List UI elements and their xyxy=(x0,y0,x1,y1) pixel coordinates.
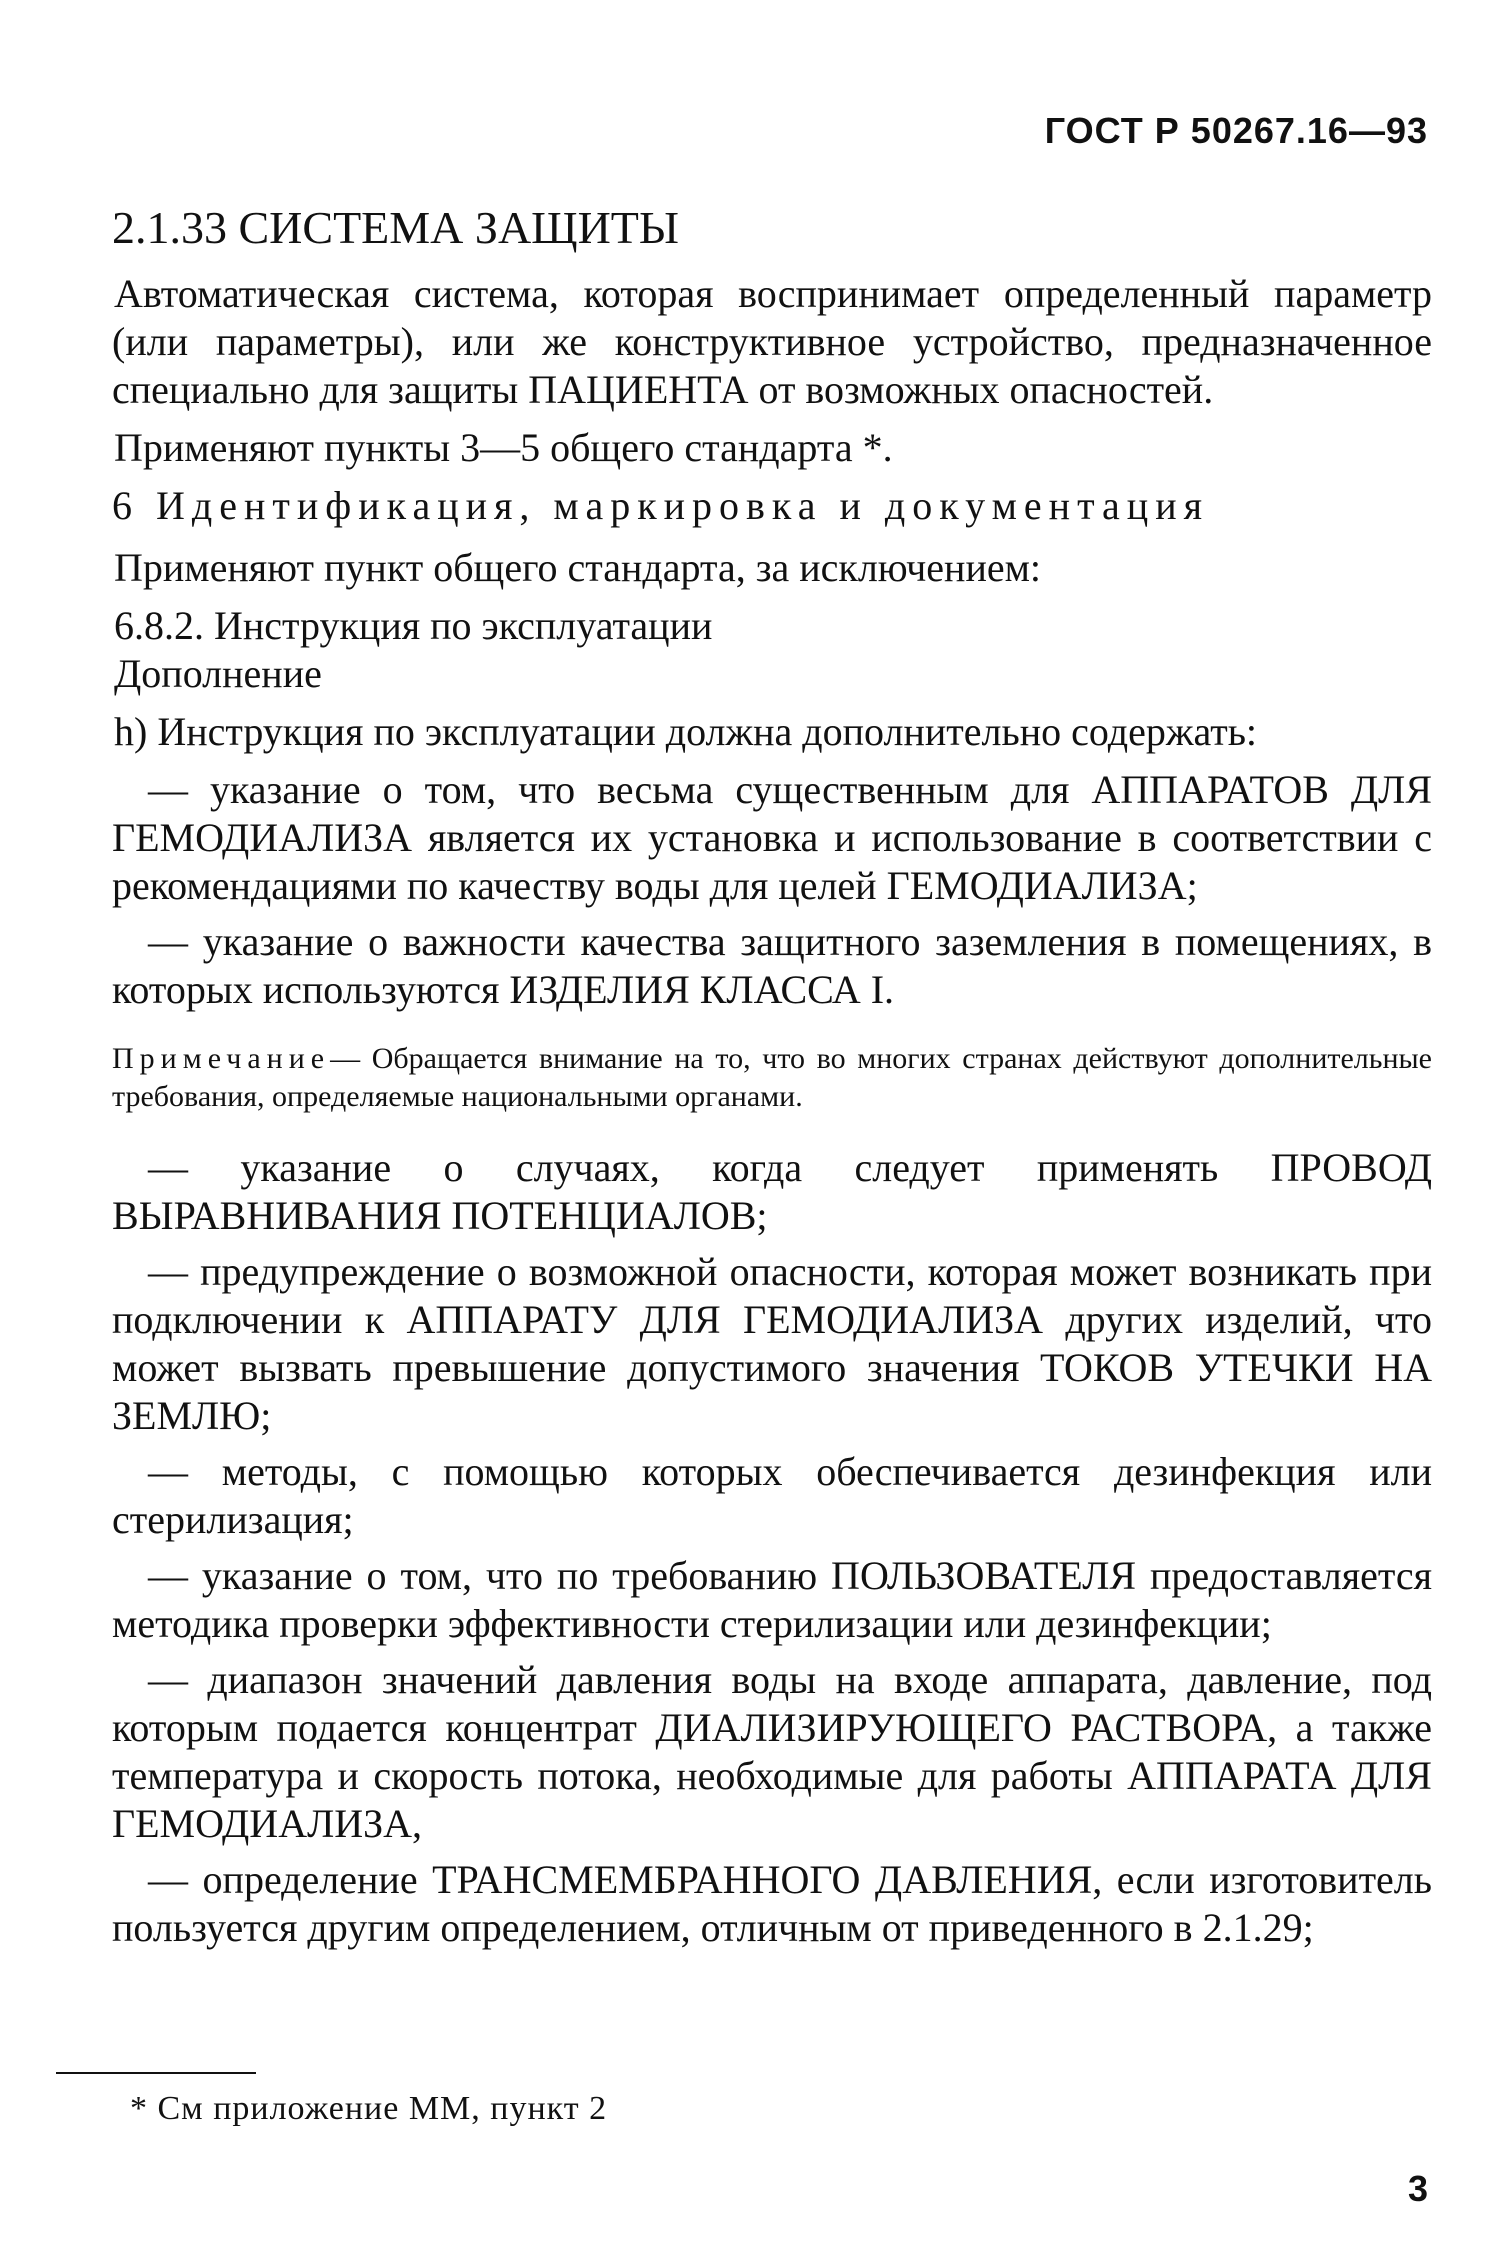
definition-paragraph: Автоматическая система, которая воспринимает определенный параметр (или параметры), или же конструктивное устройство, предназначенное специально для защиты ПАЦИЕНТА от возможных опасностей. xyxy=(112,271,1432,412)
standard-code: ГОСТ Р 50267.16—93 xyxy=(1044,110,1428,151)
list-item: — диапазон значений давления воды на входе аппарата, давление, под которым подается концентрат ДИАЛИЗИРУЮЩЕГО РАСТВОРА, а также температура и скорость потока, необходимые для работы АППАРАТА ДЛЯ ГЕМОДИАЛИЗА, xyxy=(112,1657,1432,1846)
document-body xyxy=(112,200,1432,1960)
item-h: h) Инструкция по эксплуатации должна дополнительно содержать: xyxy=(114,709,1258,754)
note-label: Примечание xyxy=(112,1042,331,1075)
apply-clauses-paragraph: Применяют пункты 3—5 общего стандарта *. xyxy=(114,425,893,470)
list-item: — предупреждение о возможной опасности, которая может возникать при подключении к АППАРАТУ ДЛЯ ГЕМОДИАЛИЗА других изделий, что может вызвать превышение допустимого значения ТОКОВ УТЕЧКИ НА ЗЕМЛЮ; xyxy=(112,1249,1432,1438)
list-item: — методы, с помощью которых обеспечивается дезинфекция или стерилизация; xyxy=(112,1449,1432,1542)
list-item: — указание о случаях, когда следует применять ПРОВОД ВЫРАВНИВАНИЯ ПОТЕНЦИАЛОВ; xyxy=(112,1145,1432,1238)
list-item: — определение ТРАНСМЕМБРАННОГО ДАВЛЕНИЯ, если изготовитель пользуется другим определением, отличным от приведенного в 2.1.29; xyxy=(112,1857,1432,1950)
item-682: 6.8.2. Инструкция по эксплуатации xyxy=(114,603,713,648)
footnote: * См приложение ММ, пункт 2 xyxy=(130,2090,608,2127)
note-text: — Обращается внимание на то, что во многих странах действуют дополнительные требования, определяемые национальными органами. xyxy=(112,1042,1432,1113)
addition-label: Дополнение xyxy=(114,651,322,696)
list-item: — указание о том, что по требованию ПОЛЬЗОВАТЕЛЯ предоставляется методика проверки эффективности стерилизации или дезинфекции; xyxy=(112,1553,1432,1646)
list-item: — указание о том, что весьма существенным для АППАРАТОВ ДЛЯ ГЕМОДИАЛИЗА является их установка и использование в соответствии с рекомендациями по качеству воды для целей ГЕМОДИАЛИЗА; xyxy=(112,767,1432,908)
page-number: 3 xyxy=(1407,2168,1428,2209)
footnote-divider xyxy=(56,2072,256,2074)
section-title: 2.1.33 СИСТЕМА ЗАЩИТЫ xyxy=(112,202,680,253)
note-block xyxy=(112,1040,1432,1116)
list-item: — указание о важности качества защитного заземления в помещениях, в которых используются ИЗДЕЛИЯ КЛАССА I. xyxy=(112,919,1432,1012)
apply-except-paragraph: Применяют пункт общего стандарта, за исключением: xyxy=(114,545,1042,590)
section-6-heading: 6 Идентификация, маркировка и документация xyxy=(112,483,1210,528)
